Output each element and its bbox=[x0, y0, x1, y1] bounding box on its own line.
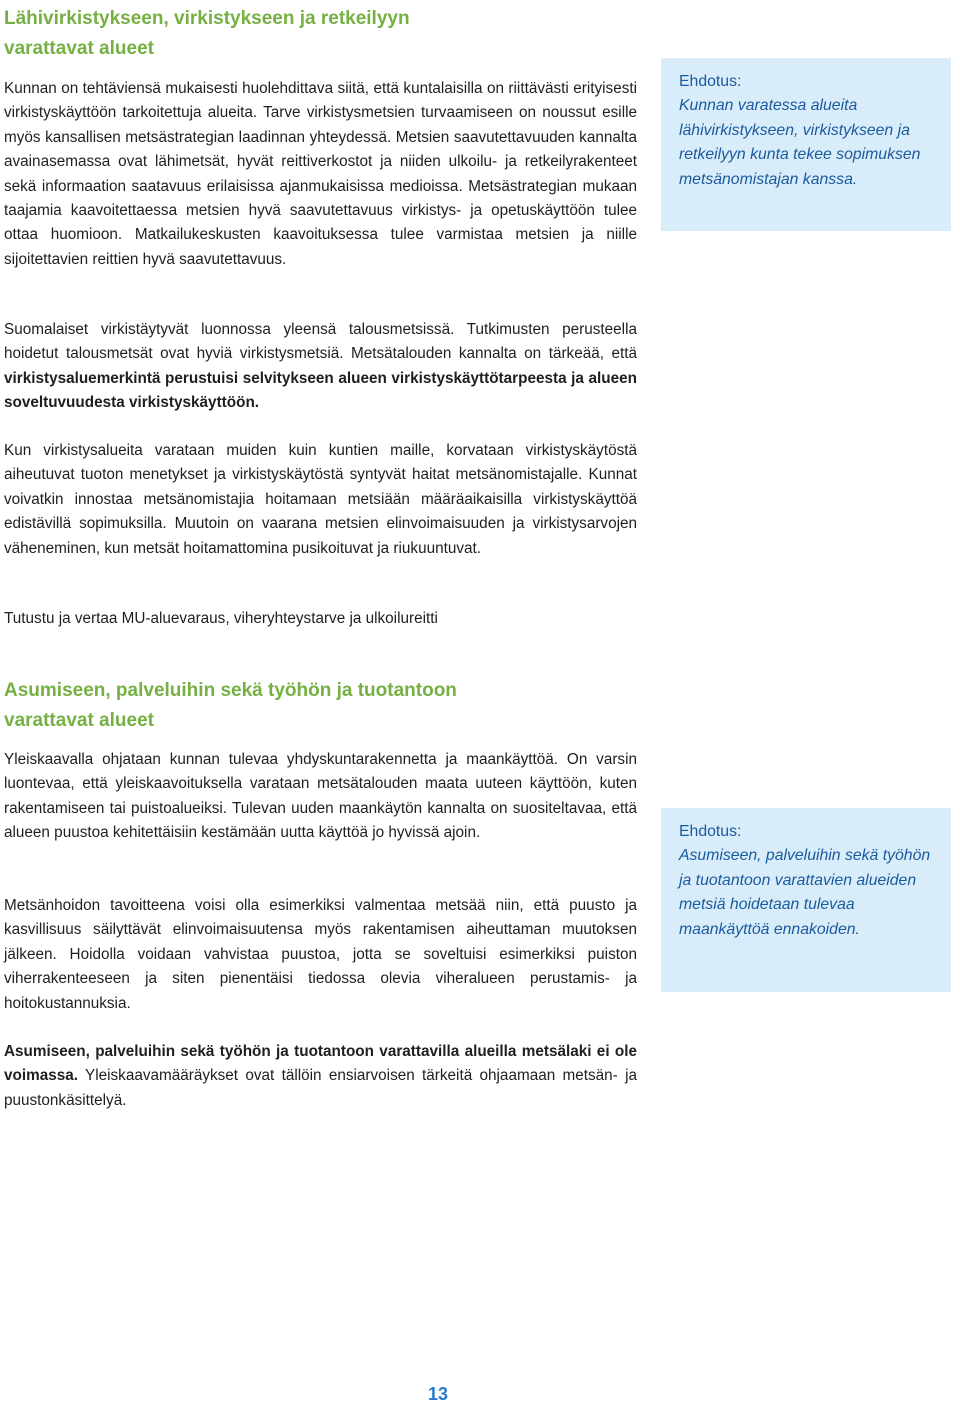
proposal-text: Kunnan varatessa alueita lähivirkistykseen, virkistykseen ja retkeilyyn kunta tekee sopimuksen metsänomistajan kanssa. bbox=[679, 97, 921, 188]
body-paragraph: Yleiskaavalla ohjataan kunnan tulevaa yhdyskuntarakennetta ja maankäyttöä. On varsin luontevaa, että yleiskaavoituksella varataan metsätalouden maata uuteen käyttöön, kuten rakentamiseen tai puistoalueiksi. Tulevan uuden maankäytön kannalta on suositeltavaa, että alueen puustoa kehitettäisiin kestämään uutta käyttöä jo hyvissä ajoin. bbox=[4, 751, 637, 842]
heading-line: varattavat alueet bbox=[4, 710, 154, 731]
page-number: 13 bbox=[427, 1384, 449, 1404]
paragraph-emphasis: virkistysaluemerkintä perustuisi selvitykseen alueen virkistyskäyttötarpeesta ja alueen soveltuvuudesta virkistyskäyttöön. bbox=[4, 369, 637, 412]
paragraph-emphasis: Asumiseen, palveluihin sekä työhön ja tuotantoon varattavilla alueilla metsälaki ei ole voimassa. bbox=[4, 1043, 637, 1085]
heading-line: varattavat alueet bbox=[4, 38, 154, 59]
proposal-box bbox=[661, 808, 951, 992]
proposal-label: Ehdotus: bbox=[679, 823, 742, 840]
cross-reference: Tutustu ja vertaa MU-aluevaraus, viheryhteystarve ja ulkoilureitti bbox=[4, 610, 438, 627]
section-heading-housing bbox=[4, 676, 624, 736]
body-paragraph: Kunnan on tehtäviensä mukaisesti huolehdittava siitä, että kuntalaisilla on riittävästi erityisesti virkistyskäyttöön tarkoitettuja alueita. Tarve virkistysmetsien turvaamiseen on noussut esille myös kansallisen metsästrategian laadinnan yhteydessä. Metsien saavutettavuuden kannalta avainasemassa ovat lähimetsät, hyvät reittiverkostot ja niiden ulkoilu- ja retkeilyrakenteet sekä informaation saatavuus erilaisissa ajanmukaisissa medioissa. Metsästrategian mukaan taajamia kaavoitettaessa metsien hyvä saavutettavuus virkistys- ja opetuskäyttöön tulee ottaa huomioon. Matkailukeskusten kaavoituksessa tulee varmistaa metsien ja niille sijoitettavien reittien hyvä saavutettavuus. bbox=[4, 80, 637, 268]
paragraph-text: Yleiskaavamääräykset ovat tällöin ensiarvoisen tärkeitä ohjaamaan metsän- ja puustonkäsittelyä. bbox=[4, 1067, 637, 1109]
body-paragraph: Kun virkistysalueita varataan muiden kuin kuntien maille, korvataan virkistyskäytöstä aiheutuvat tuoton menetykset ja virkistyskäytöstä syntyvät haitat metsänomistajalle. Kunnat voivatkin innostaa metsänomistajia hoitamaan metsiään määräaikaisilla virkistyskäyttöä edistävillä sopimuksilla. Muutoin on vaarana metsien elinvoimaisuuden ja virkistysarvojen väheneminen, kun metsät hoitamattomina pusikoituvat ja riukuuntuvat. bbox=[4, 442, 637, 557]
body-paragraph bbox=[4, 1040, 637, 1113]
heading-line: Lähivirkistykseen, virkistykseen ja retkeilyyn bbox=[4, 8, 410, 29]
proposal-label: Ehdotus: bbox=[679, 73, 742, 90]
body-paragraph: Metsänhoidon tavoitteena voisi olla esimerkiksi valmentaa metsää niin, että puusto ja kasvillisuus säilyttävät elinvoimaisuutensa myös rakentamisen aiheuttaman muutoksen jälkeen. Hoidolla voidaan vahvistaa puustoa, jotta se soveltuisi esimerkiksi puiston viherrakenteeseen ja siten pienentäisi tiedossa olevia viheralueen perustamis- ja hoitokustannuksia. bbox=[4, 897, 637, 1012]
heading-line: Asumiseen, palveluihin sekä työhön ja tuotantoon bbox=[4, 680, 457, 701]
paragraph-text: Suomalaiset virkistäytyvät luonnossa yleensä talousmetsissä. Tutkimusten perusteella hoidetut talousmetsät ovat hyviä virkistysmetsiä. Metsätalouden kannalta on tärkeää, että bbox=[4, 321, 637, 363]
proposal-text: Asumiseen, palveluihin sekä työhön ja tuotantoon varattavien alueiden metsiä hoidetaan tulevaa maankäyttöä ennakoiden. bbox=[679, 847, 931, 938]
proposal-box bbox=[661, 58, 951, 231]
section-heading-recreation bbox=[4, 4, 624, 64]
body-paragraph bbox=[4, 318, 637, 416]
